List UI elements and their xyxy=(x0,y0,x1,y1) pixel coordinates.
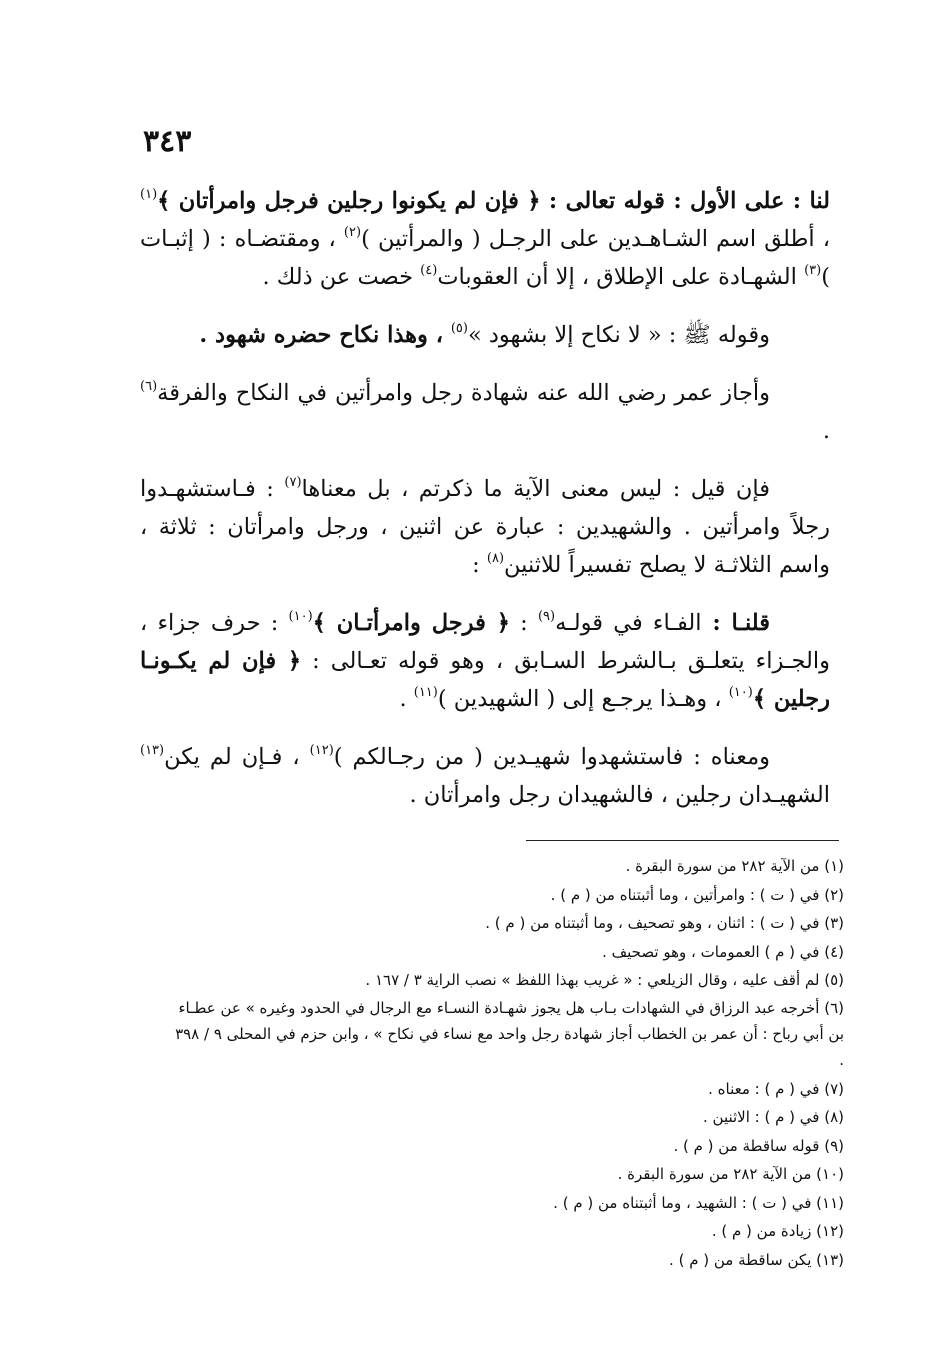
footnote-marker: (٥) xyxy=(450,321,468,336)
text-run: وقوله ﷺ : « لا نكاح إلا بشهود » xyxy=(467,322,770,348)
bold-text: قلنـا : xyxy=(701,610,771,636)
text-run: : حرف جزاء ، والجـزاء يتعلـق بـالشرط السـابق ، وهو قوله تعـالى : xyxy=(140,610,830,674)
footnote-marker: (٨) xyxy=(486,551,505,566)
footnote-separator xyxy=(526,840,839,841)
footnote: (٥) لم أقف عليه ، وقال الزيلعي : « غريب بهذا اللفظ » نصب الراية ٣ / ١٦٧ . xyxy=(365,971,844,989)
paragraph xyxy=(140,182,830,296)
footnote-marker: (٦) xyxy=(140,379,158,394)
text-run: : فـاستشهـدوا رجلاً وامرأتين . والشهيدين : عبارة عن اثنين ، ورجل وامرأتان : ثلاثة ، واسم الثلاثـة لا يصلح تفسيراً للاثنين xyxy=(140,476,830,578)
text-run: الفـاء في قولـه xyxy=(555,610,702,636)
footnote-marker: (١) xyxy=(140,187,158,202)
text-run: الشهـادة على الإطلاق ، إلا أن العقوبات xyxy=(437,264,805,290)
main-text xyxy=(140,182,830,834)
footnote-marker: (١٢) xyxy=(309,743,334,758)
page-number: ٣٤٣ xyxy=(143,124,192,159)
bold-text: ﴿ فإن لم يكونوا رجلين فرجل وامرأتان ﴾ xyxy=(157,188,541,214)
footnote: (١) من الآية ٢٨٢ من سورة البقرة . xyxy=(625,857,844,875)
footnote: (١٣) يكن ساقطة من ( م ) . xyxy=(669,1250,844,1269)
paragraph xyxy=(140,604,830,718)
footnote: (١١) في ( ت ) : الشهيد ، وما أثبتناه من ( م ) . xyxy=(553,1193,844,1212)
text-run: خصت عن ذلك . xyxy=(262,264,421,290)
bold-text: لنا : على الأول : قوله تعالى : xyxy=(540,188,830,214)
footnote: (٢) في ( ت ) : وامرأتين ، وما أثبتناه من ( م ) . xyxy=(550,885,844,904)
footnote-marker: (٧) xyxy=(284,475,302,490)
footnotes xyxy=(170,852,844,1274)
bold-text: ﴿ فرجل وامرأتـان ﴾ xyxy=(312,610,510,636)
footnote-marker: (٩) xyxy=(537,609,556,624)
text-run: . xyxy=(822,418,830,444)
text-run: : xyxy=(472,552,487,578)
footnote-marker: (٤) xyxy=(420,263,438,278)
text-run: ، ومقتضـاه : ( إثبـات ) xyxy=(140,226,830,290)
text-run: ، أطلق اسم الشـاهـدين على الرجـل ( والمرأتين ) xyxy=(361,226,830,252)
footnote-marker: (١١) xyxy=(413,685,438,700)
footnote-marker: (٢) xyxy=(343,225,362,240)
paragraph xyxy=(140,374,830,450)
paragraph xyxy=(140,470,830,584)
bold-text: ، وهذا نكاح حضره شهود . xyxy=(199,322,451,348)
text-run: ومعناه : فاستشهدوا شهيـدين ( من رجـالكم ) xyxy=(333,744,770,770)
text-run: . xyxy=(399,686,414,712)
paragraph xyxy=(140,738,830,814)
text-run: ، وهـذا يرجـع إلى ( الشهيدين ) xyxy=(437,686,729,712)
footnote: (٩) قوله ساقطة من ( م ) . xyxy=(673,1136,844,1155)
footnote: (٧) في ( م ) : معناه . xyxy=(708,1079,844,1098)
footnote-marker: (١٠) xyxy=(728,685,753,700)
text-run: ، فـإن لم يكن xyxy=(164,744,310,770)
text-run: وأجاز عمر رضي الله عنه شهادة رجل وامرأتين في النكاح والفرقة xyxy=(157,380,770,406)
footnote: (٨) في ( م ) : الاثنين . xyxy=(702,1108,844,1126)
footnote: (٦) أخرجه عبد الرزاق في الشهادات بـاب هل يجوز شهـادة النسـاء مع الرجال في الحدود وغيره » عن عطـاء بن أبي رباح : أن عمر بن الخطاب أجاز شهادة رجل واحد مع نساء في نكاح » ، وابن حزم في المحلى ٩ / ٣٩٨ . xyxy=(175,998,844,1069)
bold-text: ﴿ فإن لم يكـونـا رجلين ﴾ xyxy=(140,648,830,712)
footnote: (١٠) من الآية ٢٨٢ من سورة البقرة . xyxy=(617,1165,844,1183)
footnote-marker: (٣) xyxy=(804,263,822,278)
text-run: : xyxy=(509,610,538,636)
footnote: (٣) في ( ت ) : اثنان ، وهو تصحيف ، وما أثبتناه من ( م ) . xyxy=(485,914,844,932)
footnote-marker: (١٣) xyxy=(140,743,165,758)
footnote-marker: (١٠) xyxy=(288,609,313,624)
text-run: الشهيـدان رجلين ، فالشهيدان رجل وامرأتان . xyxy=(409,782,830,808)
paragraph xyxy=(140,316,830,354)
footnote: (٤) في ( م ) العمومات ، وهو تصحيف . xyxy=(602,942,844,961)
text-run: فإن قيل : ليس معنى الآية ما ذكرتم ، بل معناها xyxy=(301,476,770,502)
footnote: (١٢) زيادة من ( م ) . xyxy=(711,1222,844,1240)
